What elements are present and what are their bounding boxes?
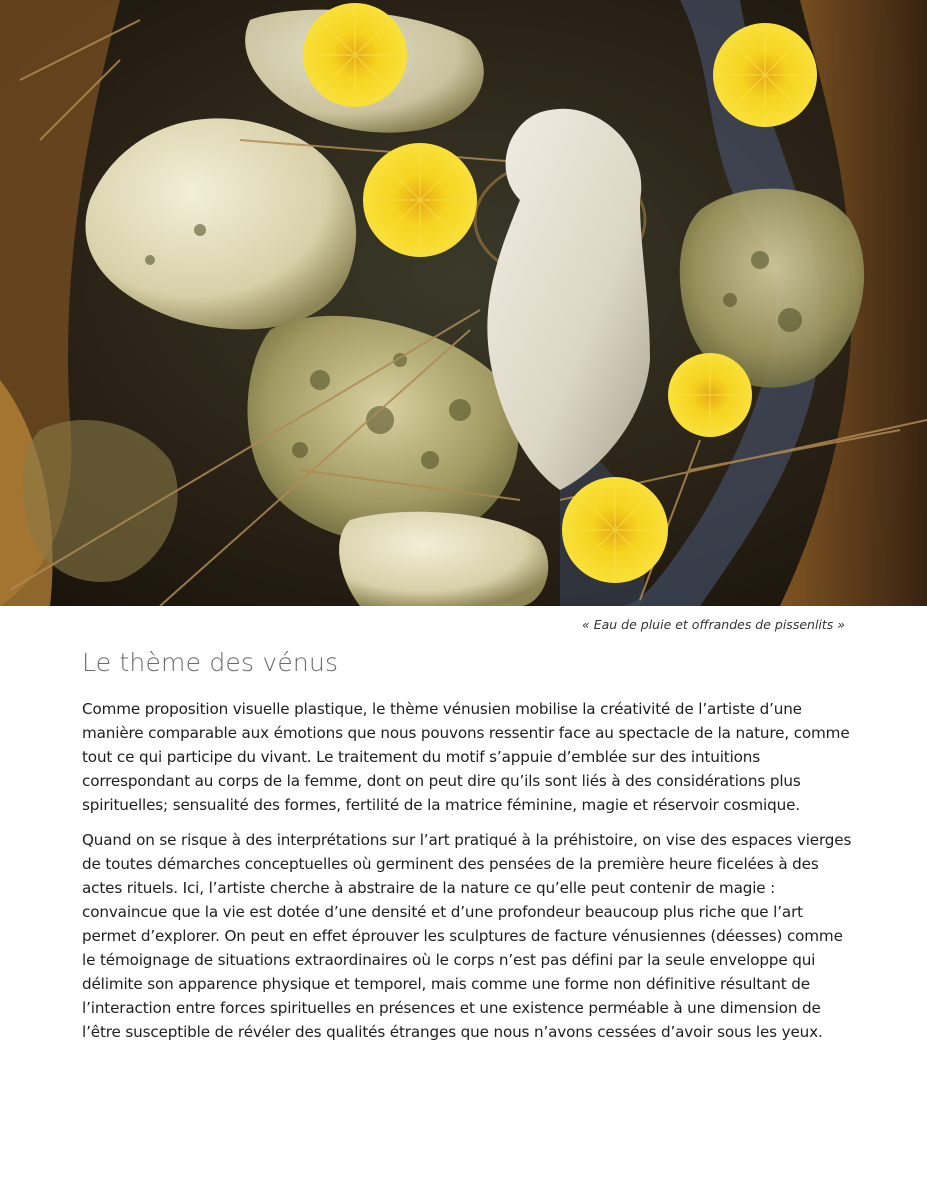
photo-caption: « Eau de pluie et offrandes de pissenlits » bbox=[582, 617, 845, 632]
page-title: Le thème des vénus bbox=[82, 648, 339, 677]
paragraph: Quand on se risque à des interprétations sur l’art pratiqué à la préhistoire, on vise des espaces vierges de toutes démarches conceptuelles où germinent des pensées de la première heure ficelées à des actes rituels. Ici, l’artiste cherche à abstraire de la nature ce qu’elle peut contenir de magie : convaincue que la vie est dotée d’une densité et d’une profondeur beaucoup plus riche que l’art permet d’explorer. On peut en effet éprouver les sculptures de facture vénusiennes (déesses) comme le témoignage de situations extraordinaires où le corps n’est pas défini par la seule enveloppe qui délimite son apparence physique et temporel, mais comme une forme non définitive résultant de l’interaction entre forces spirituelles en présences et une existence perméable à une dimension de l’être susceptible de révéler des qualités étranges que nous n’avons cessées d’avoir sous les yeux. bbox=[82, 831, 852, 1041]
paragraph: Comme proposition visuelle plastique, le thème vénusien mobilise la créativité de l’artiste d’une manière comparable aux émotions que nous pouvons ressentir face au spectacle de la nature, comme tout ce qui participe du vivant. Le traitement du motif s’appuie d’emblée sur des intuitions correspondant au corps de la femme, dont on peut dire qu’ils sont liés à des considérations plus spirituelles; sensualité des formes, fertilité de la matrice féminine, magie et réservoir cosmique. bbox=[82, 700, 850, 814]
body-text bbox=[82, 697, 852, 1055]
